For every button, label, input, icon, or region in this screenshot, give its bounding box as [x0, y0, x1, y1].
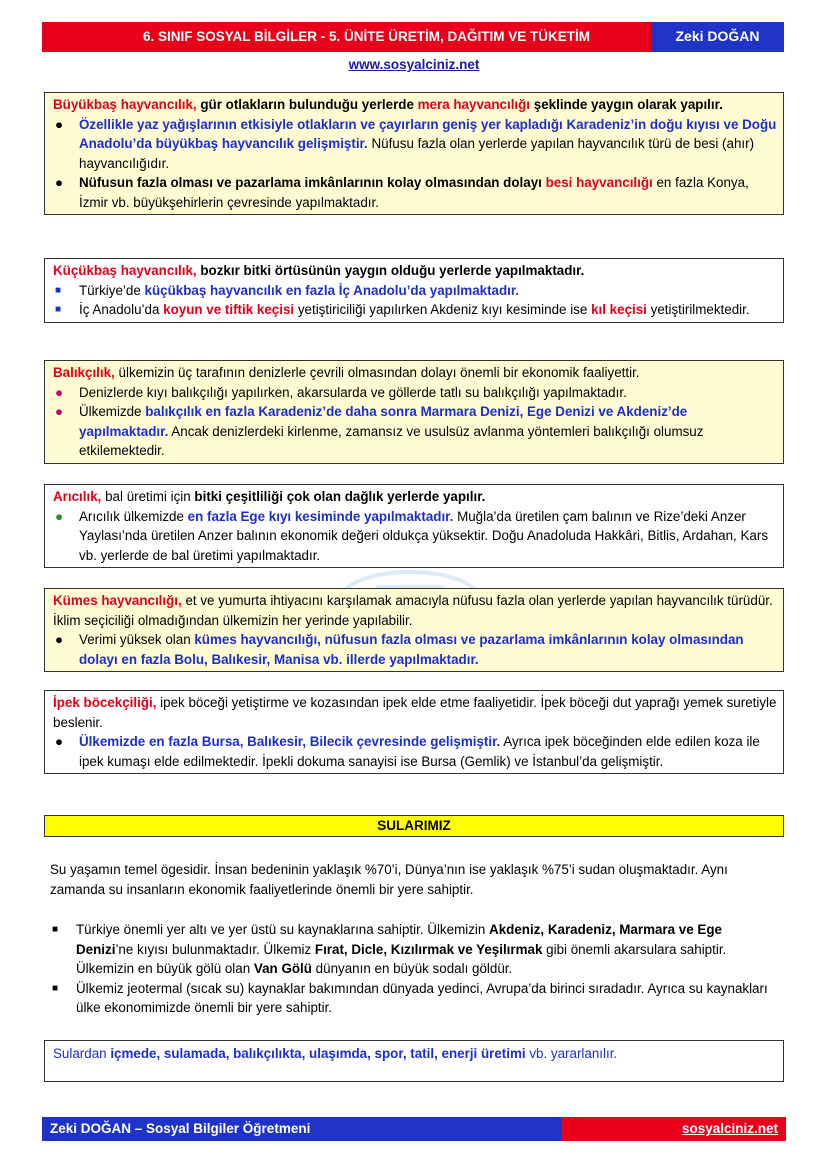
- sularimiz-b1-b: ’ne kıyısı bulunmaktadır. Ülkemiz: [115, 941, 315, 957]
- kumes-b1-a: Verimi yüksek olan: [79, 632, 195, 647]
- balikcilik-b1: Denizlerde kıyı balıkçılığı yapılırken, akarsularda ve göllerde tatlı su balıkçılığı yapılmaktadır.: [79, 384, 627, 400]
- square-bullet-icon: ■: [52, 924, 59, 935]
- buyukbas-intro-red: mera hayvancılığı: [417, 97, 531, 112]
- buyukbas-intro-b: şeklinde yaygın olarak yapılır.: [530, 97, 723, 112]
- ipek-title: İpek böcekçiliği,: [53, 695, 157, 710]
- list-item: [53, 507, 777, 566]
- section-kucukbas: [44, 258, 784, 323]
- balikcilik-b2-blue: balıkçılık en fazla Karadeniz’de daha sonra Marmara Denizi, Ege Denizi ve Akdeniz’de yapılmaktadır.: [79, 404, 688, 439]
- kumes-list: [53, 630, 777, 669]
- ipek-list: [53, 732, 777, 771]
- buyukbas-b2-bold: Nüfusun fazla olması ve pazarlama imkânlarının kolay olmasından dolayı: [79, 175, 546, 190]
- kucukbas-title: Küçükbaş hayvancılık,: [53, 263, 197, 278]
- sularimiz-list: [50, 920, 780, 1018]
- buyukbas-intro-a: gür otlakların bulunduğu yerlerde: [196, 97, 418, 112]
- kucukbas-b1-blue: küçükbaş hayvancılık en fazla İç Anadolu’da yapılmaktadır.: [144, 282, 520, 298]
- list-item: [53, 281, 777, 301]
- section-balikcilik: [44, 360, 784, 464]
- sularimiz-b1-d: dünyanın en büyük sodalı göldür.: [311, 961, 513, 976]
- buyukbas-b1-rest: Nüfusu fazla olan yerlerde yapılan hayvancılık türü de besi (ahır) hayvancılığıdır.: [79, 136, 755, 171]
- kucukbas-intro: [53, 261, 777, 281]
- bullet-icon: ●: [55, 175, 64, 190]
- square-bullet-icon: ■: [55, 284, 62, 296]
- bullet-icon: ●: [55, 384, 64, 400]
- list-item: [53, 300, 777, 320]
- header-title: 6. SINIF SOSYAL BİLGİLER - 5. ÜNİTE ÜRETİM, DAĞITIM VE TÜKETİM: [42, 22, 651, 52]
- ipek-intro: [53, 693, 777, 732]
- aricilik-b1-rest: Muğla’da üretilen çam balının ve Rize’deki Anzer Yaylası’nda üretilen Anzer balının ekonomik değeri oldukça yüksektir. Doğu Anadoluda Hakkâri, Bitlis, Ardahan, Kars vb. yerlerde de bal üretimi yapılmaktadır.: [79, 508, 769, 563]
- sularimiz-b1-bold2: Fırat, Dicle, Kızılırmak ve Yeşilırmak: [314, 941, 543, 957]
- page-header: [42, 22, 784, 52]
- bullet-icon: ●: [55, 734, 64, 749]
- bullet-icon: ●: [55, 632, 64, 647]
- page-footer: [42, 1117, 786, 1141]
- list-item: [53, 173, 777, 212]
- aricilik-intro-a: bal üretimi için: [101, 489, 195, 504]
- section-ipek: [44, 690, 784, 774]
- buyukbas-b2-rest: en fazla Konya, İzmir vb. büyükşehirlerin çevresinde yapılmaktadır.: [79, 175, 749, 210]
- buyukbas-title: Büyükbaş hayvancılık,: [53, 97, 197, 112]
- buyukbas-b2-red: besi hayvancılığı: [545, 175, 653, 190]
- square-bullet-icon: ■: [55, 304, 62, 315]
- sularimiz-b2: Ülkemiz jeotermal (sıcak su) kaynaklar bakımından dünyada yedinci, Avrupa’da birinci sıradadır. Ayrıca su kaynakları ülke ekonomimizde önemli bir yere sahiptir.: [76, 980, 768, 1015]
- balikcilik-title: Balıkçılık,: [53, 365, 115, 380]
- sularimiz-b1-bold3: Van Gölü: [253, 961, 312, 976]
- kucukbas-b2-a: İç Anadolu’da: [79, 302, 164, 317]
- aricilik-intro-bold: bitki çeşitliliği çok olan dağlık yerlerde yapılır.: [194, 489, 486, 504]
- kucukbas-b1-a: Türkiye’de: [79, 282, 145, 298]
- kumes-intro: [53, 591, 777, 630]
- kumes-title: Kümes hayvancılığı,: [53, 593, 182, 608]
- section-heading-sularimiz: SULARIMIZ: [44, 815, 784, 837]
- list-item: [53, 630, 777, 669]
- kucukbas-b2-c: yetiştirilmektedir.: [646, 302, 750, 317]
- sularimiz-box-bold: içmede, sulamada, balıkçılıkta, ulaşımda, spor, tatil, enerji üretimi: [110, 1046, 526, 1061]
- sularimiz-b1-a: Türkiye önemli yer altı ve yer üstü su kaynaklarına sahiptir. Ülkemizin: [76, 922, 490, 937]
- section-aricilik: [44, 484, 784, 568]
- balikcilik-intro-text: ülkemizin üç tarafının denizlerle çevrili olmasından dolayı önemli bir ekonomik faaliyettir.: [114, 365, 640, 380]
- kucukbas-b2-red2: kıl keçisi: [591, 302, 647, 317]
- ipek-b1-rest: Ayrıca ipek böceğinden elde edilen koza ile ipek kumaşı elde edilmektedir. İpekli dokuma sanayisi ise Bursa (Gemlik) ve İstanbul’da gelişmiştir.: [79, 734, 760, 769]
- aricilik-title: Arıcılık,: [53, 489, 102, 504]
- kucukbas-b2-red1: koyun ve tiftik keçisi: [163, 302, 295, 317]
- sularimiz-b1-bold1: Akdeniz, Karadeniz, Marmara ve Ege Denizi: [76, 922, 722, 957]
- header-author: Zeki DOĞAN: [651, 22, 784, 52]
- sularimiz-uses-box: [44, 1040, 784, 1082]
- footer-author: Zeki DOĞAN – Sosyal Bilgiler Öğretmeni: [42, 1117, 562, 1141]
- buyukbas-list: [53, 115, 777, 213]
- kucukbas-b2-b: yetiştiriciliği yapılırken Akdeniz kıyı kesiminde ise: [294, 302, 592, 317]
- kumes-b1-blue: kümes hayvancılığı, nüfusun fazla olması ve pazarlama imkânlarının kolay olmasından dolayı en fazla Bolu, Balıkesir, Manisa vb. illerde yapılmaktadır.: [79, 632, 744, 667]
- section-kumes: [44, 588, 784, 672]
- sularimiz-box-a: Sulardan: [53, 1046, 111, 1061]
- square-bullet-icon: ■: [52, 982, 59, 994]
- aricilik-list: [53, 507, 777, 566]
- list-item: [50, 979, 780, 1018]
- balikcilik-intro: [53, 363, 777, 383]
- balikcilik-b2-a: Ülkemizde: [79, 404, 146, 419]
- kucukbas-list: [53, 281, 777, 320]
- sularimiz-box-b: vb. yararlanılır.: [525, 1046, 618, 1061]
- list-item: [53, 383, 777, 403]
- list-item: [53, 732, 777, 771]
- list-item: [53, 115, 777, 174]
- website-link[interactable]: www.sosyalciniz.net: [348, 57, 480, 72]
- list-item: [53, 402, 777, 461]
- section-buyukbas: [44, 92, 784, 215]
- bullet-icon: ●: [55, 404, 64, 419]
- buyukbas-b1-blue: Özellikle yaz yağışlarının etkisiyle otlakların ve çayırların geniş yer kapladığı Karadeniz’in doğu kıyısı ve Doğu Anadolu’da büyükbaş hayvancılık gelişmiştir.: [79, 116, 777, 151]
- balikcilik-b2-rest: Ancak denizlerdeki kirlenme, zamansız ve usulsüz avlanma yöntemleri balıkçılığı olumsuz etkilemektedir.: [79, 423, 704, 458]
- bullet-icon: ●: [55, 508, 64, 524]
- sularimiz-intro: Su yaşamın temel ögesidir. İnsan bedeninin yaklaşık %70’i, Dünya’nın ise yaklaşık %75’i sudan oluşmaktadır. Aynı zamanda su insanların ekonomik faaliyetlerinde önemli bir yere sahiptir.: [50, 862, 728, 897]
- buyukbas-intro: [53, 95, 777, 115]
- sularimiz-b1-c: gibi önemli akarsulara sahiptir. Ülkemizin en büyük gölü olan: [76, 941, 727, 976]
- footer-website-link[interactable]: sosyalciniz.net: [562, 1117, 786, 1141]
- ipek-b1-blue: Ülkemizde en fazla Bursa, Balıkesir, Bilecik çevresinde gelişmiştir.: [79, 734, 501, 749]
- kucukbas-intro-text: bozkır bitki örtüsünün yaygın olduğu yerlerde yapılmaktadır.: [196, 263, 585, 278]
- balikcilik-list: [53, 383, 777, 461]
- aricilik-b1-a: Arıcılık ülkemizde: [79, 508, 188, 524]
- bullet-icon: ●: [55, 116, 64, 132]
- aricilik-b1-blue: en fazla Ege kıyı kesiminde yapılmaktadır.: [187, 508, 454, 524]
- ipek-intro-text: ipek böceği yetiştirme ve kozasından ipek elde etme faaliyetidir. İpek böceği dut yaprağı yemek suretiyle beslenir.: [53, 695, 777, 730]
- aricilik-intro: [53, 487, 777, 507]
- kumes-intro-text: et ve yumurta ihtiyacını karşılamak amacıyla nüfusu fazla olan yerlerde yapılan hayvancılık türüdür. İklim seçiciliği olmadığından ülkemizin her yerinde yapılabilir.: [53, 593, 773, 628]
- list-item: [50, 920, 780, 979]
